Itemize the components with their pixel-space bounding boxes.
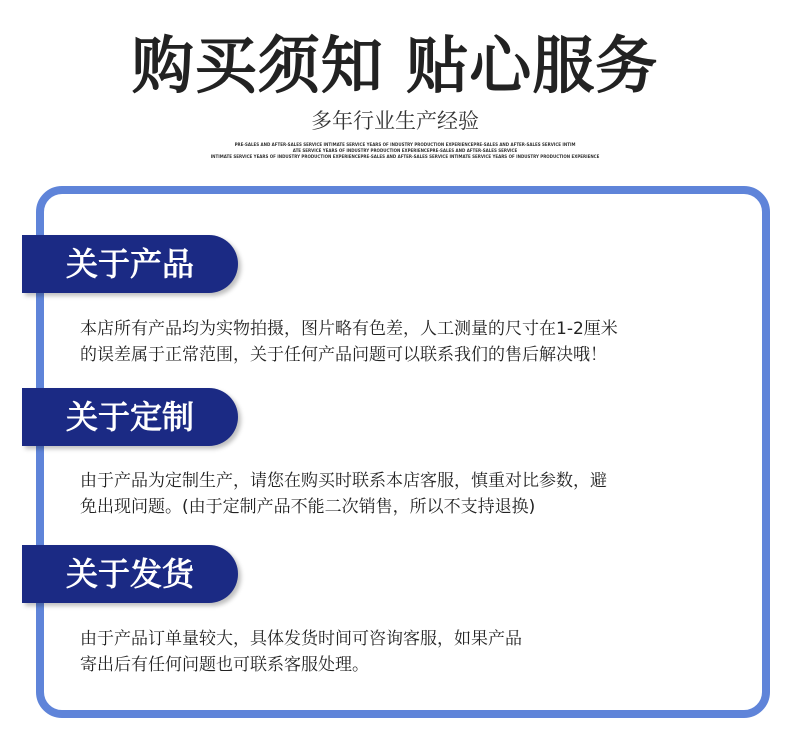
fine-print-line: PRE-SALES AND AFTER-SALES SERVICE INTIMATE SERVICE YEARS OF INDUSTRY PRODUCTION EXPERIENCEPRE-SALES AND AFTER-SALES SERVICE INTIM [234, 142, 576, 147]
section-heading: 关于定制 [66, 398, 195, 436]
fine-print-line: INTIMATE SERVICE YEARS OF INDUSTRY PRODUCTION EXPERIENCEPRE-SALES AND AFTER-SALES SERVICE INTIMATE SERVICE YEARS OF INDUSTRY PRODUCTION EXPERIENCE [210, 154, 600, 159]
section-text-custom [80, 468, 730, 520]
page-title: 购买须知 贴心服务 [131, 29, 659, 102]
section-text-line: 本店所有产品均为实物拍摄，图片略有色差，人工测量的尺寸在1-2厘米 [80, 319, 618, 339]
section-text-line: 免出现问题。(由于定制产品不能二次销售，所以不支持退换) [80, 497, 536, 517]
section-tab-product [22, 235, 238, 293]
page-subtitle: 多年行业生产经验 [311, 109, 479, 133]
fine-print [190, 142, 620, 160]
fine-print-line: ATE SERVICE YEARS OF INDUSTRY PRODUCTION EXPERIENCEPRE-SALES AND AFTER-SALES SERVICE [292, 148, 518, 153]
section-text-shipping [80, 626, 730, 678]
section-text-line: 寄出后有任何问题也可联系客服处理。 [80, 655, 369, 675]
section-heading: 关于发货 [66, 555, 195, 593]
section-text-product [80, 316, 730, 368]
section-heading: 关于产品 [66, 245, 195, 283]
section-text-line: 的误差属于正常范围，关于任何产品问题可以联系我们的售后解决哦！ [80, 345, 607, 365]
section-tab-shipping [22, 545, 238, 603]
section-tab-custom [22, 388, 238, 446]
section-text-line: 由于产品订单量较大，具体发货时间可咨询客服，如果产品 [80, 629, 522, 649]
section-text-line: 由于产品为定制生产，请您在购买时联系本店客服，慎重对比参数，避 [80, 471, 607, 491]
